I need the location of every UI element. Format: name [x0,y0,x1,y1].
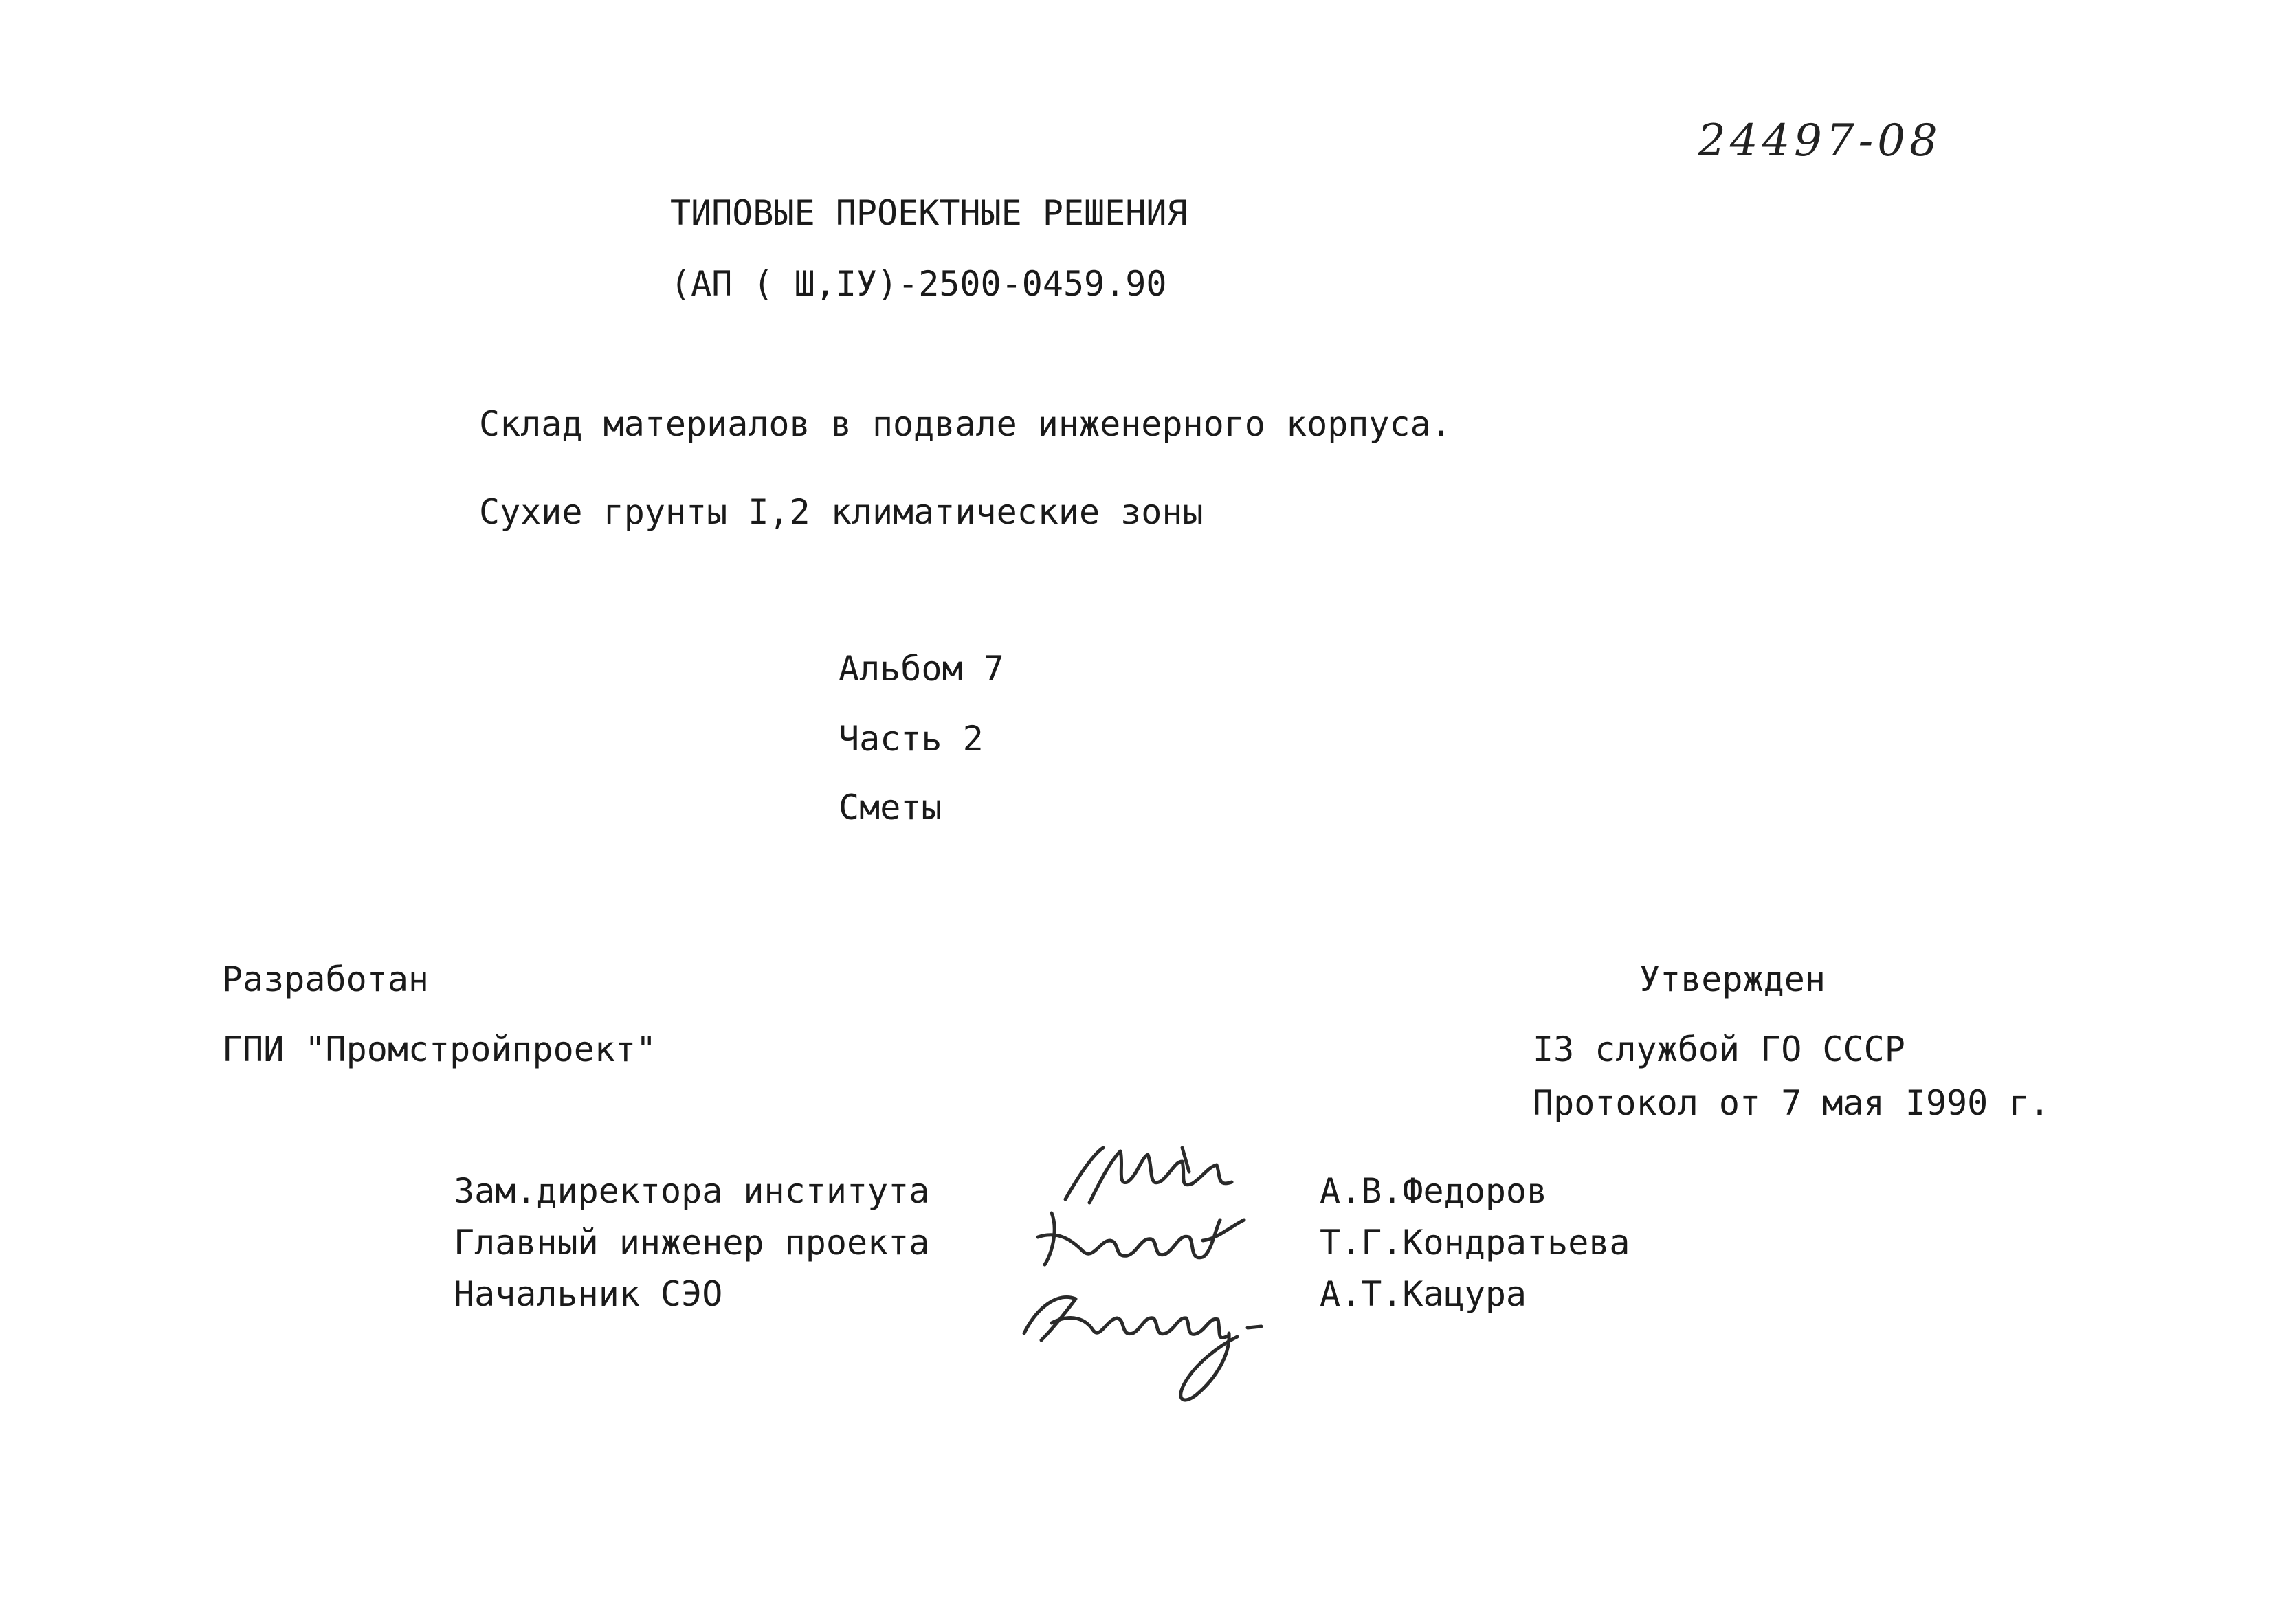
signature-katsura [1010,1265,1285,1409]
document-type-title: ТИПОВЫЕ ПРОЕКТНЫЕ РЕШЕНИЯ [670,193,1188,233]
subject-conditions: Сухие грунты I,2 климатические зоны [479,492,1204,532]
album-content-title: Сметы [839,788,942,827]
signatory-position: Начальник СЭО [454,1274,723,1314]
approving-authority: I3 службой ГО СССР [1533,1030,1905,1069]
signatory-name: А.В.Федоров [1320,1171,1548,1211]
document-code: (АП ( Ш,IУ)-2500-0459.90 [670,264,1167,304]
signatory-position: Главный инженер проекта [454,1223,930,1263]
developer-organization: ГПИ "Промстройпроект" [222,1030,657,1069]
signature-kondratieva [1031,1199,1258,1275]
signatory-position: Зам.директора института [454,1171,930,1211]
approval-protocol: Протокол от 7 мая I990 г. [1533,1083,2050,1123]
document-number: 24497-08 [1698,115,1942,166]
signatory-name: А.Т.Кацура [1320,1274,1527,1314]
signatory-name: Т.Г.Кондратьева [1320,1223,1630,1263]
part-number: Часть 2 [839,719,984,759]
developed-label: Разработан [222,959,430,999]
album-number: Альбом 7 [839,649,1004,689]
subject-title: Склад материалов в подвале инженерного корпуса. [479,404,1452,444]
approved-label: Утвержден [1639,959,1826,999]
